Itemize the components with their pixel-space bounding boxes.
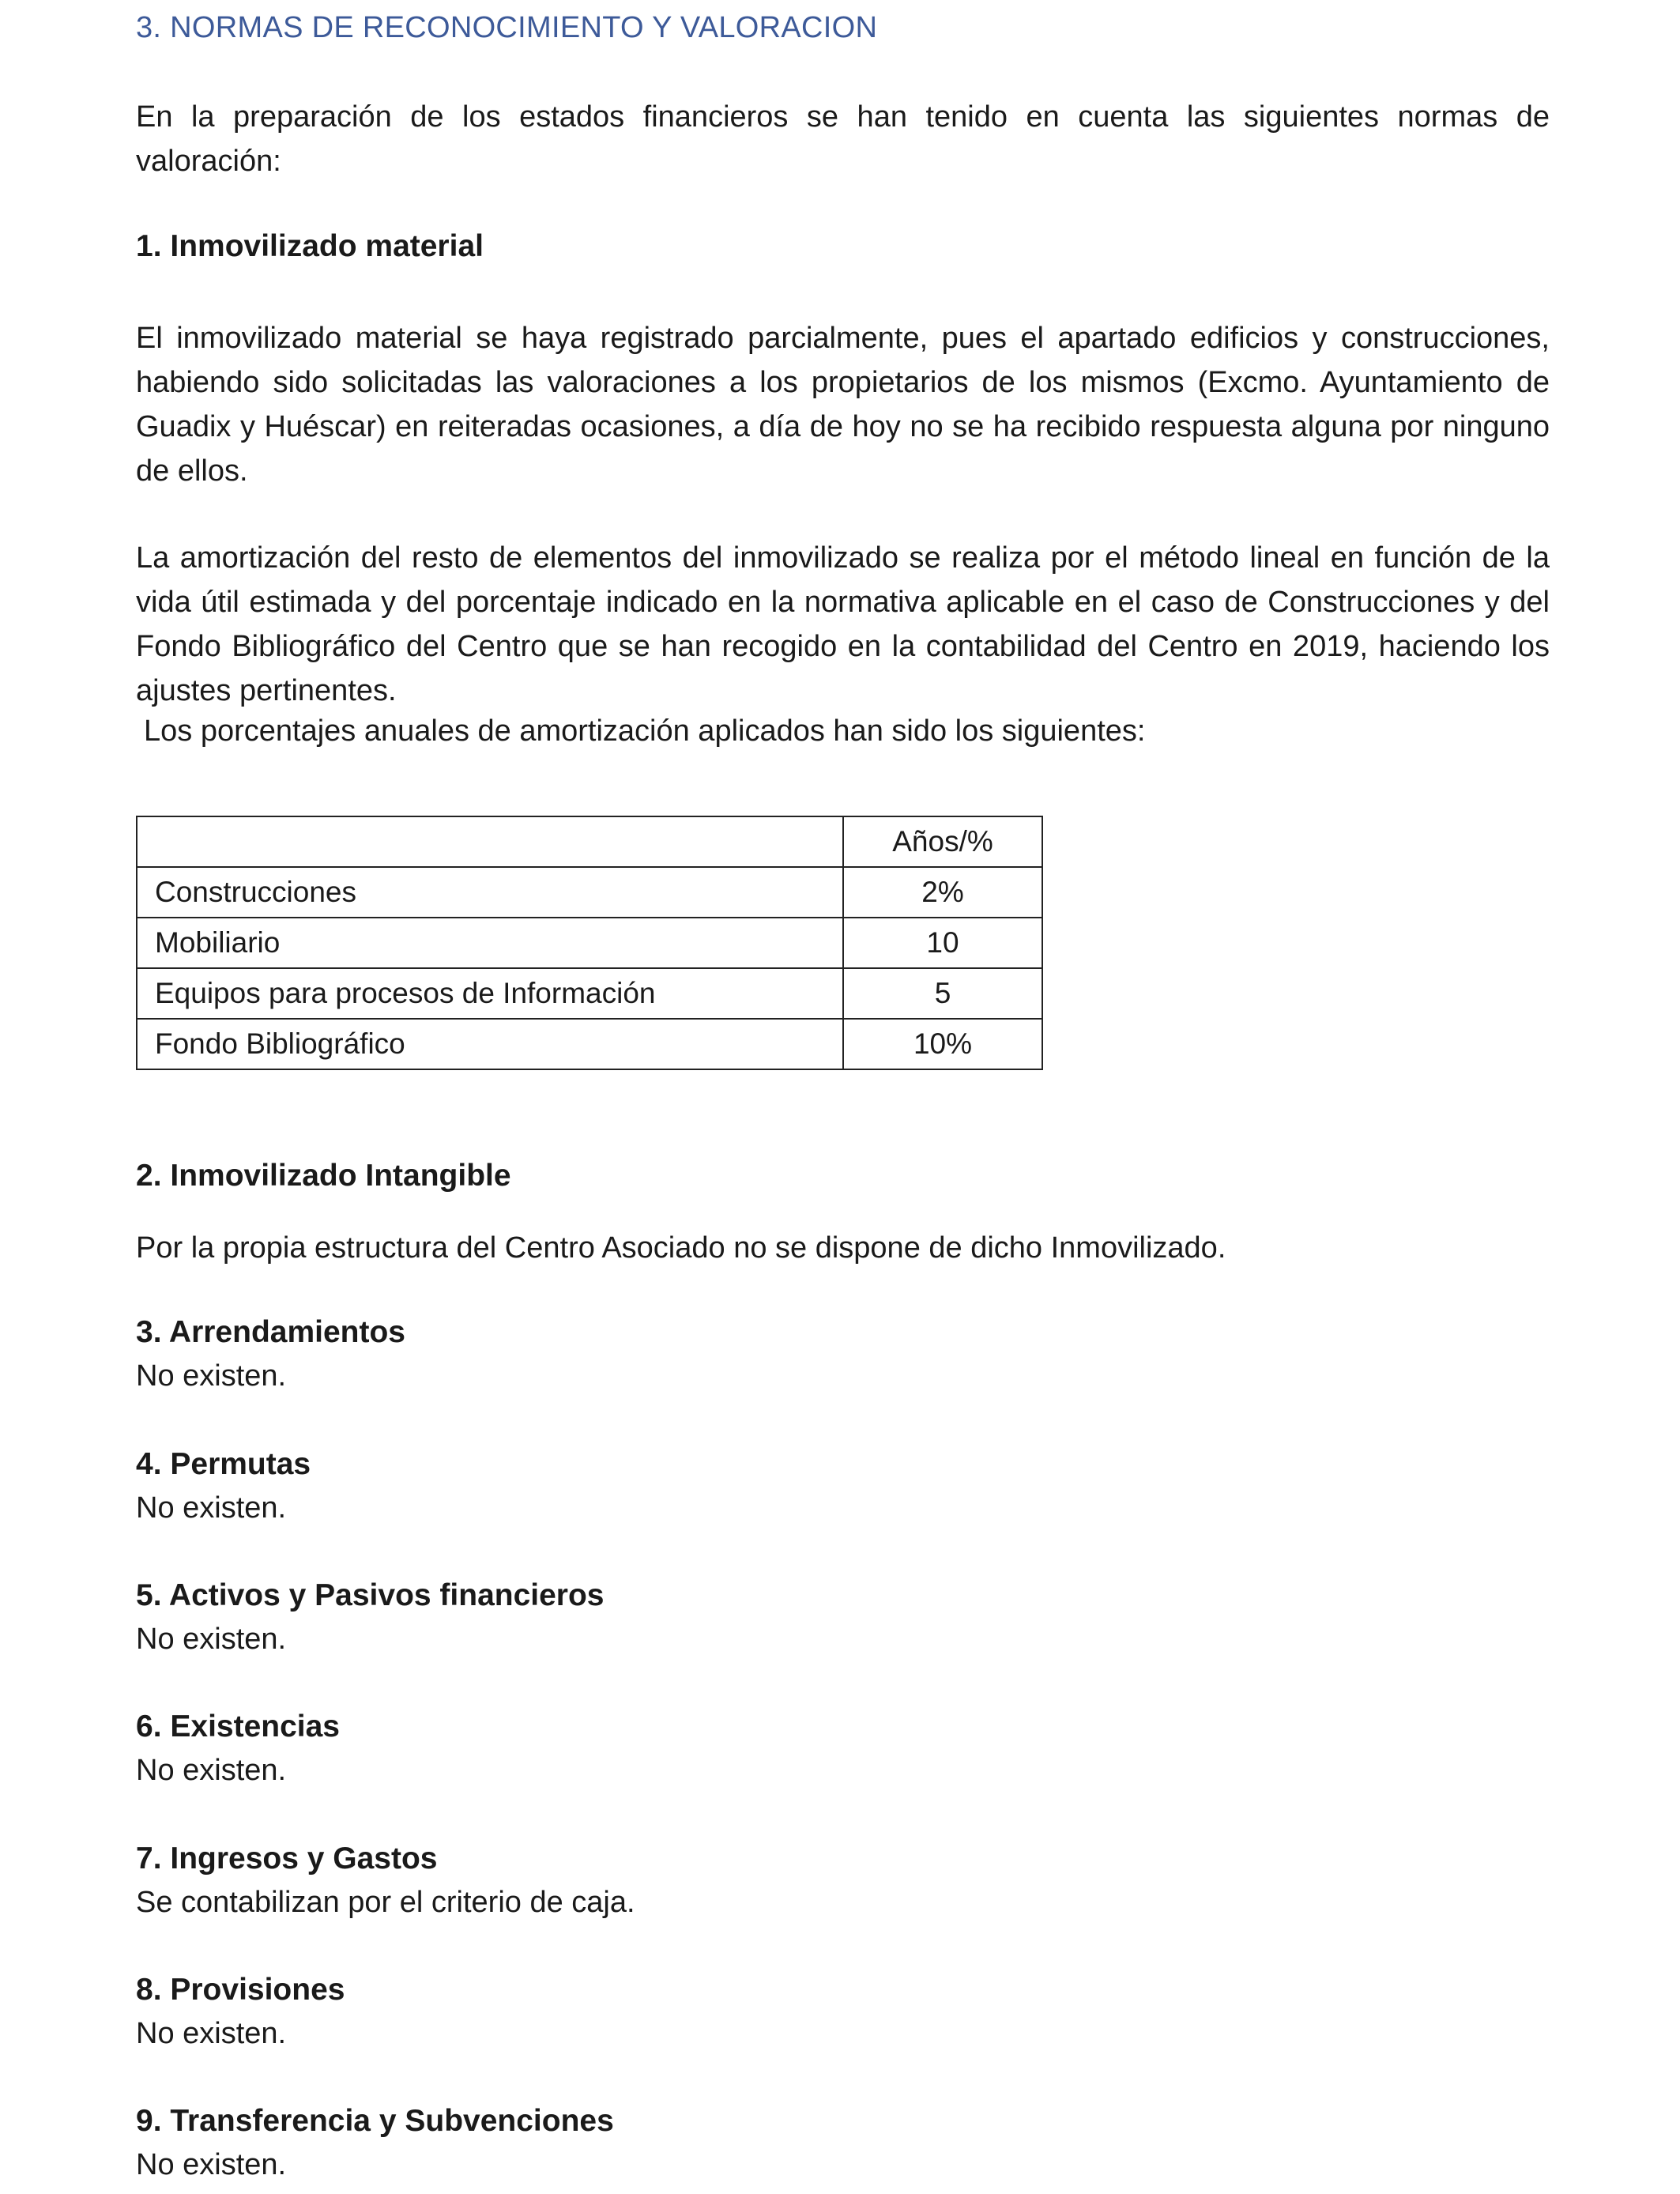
text-permutas: No existen. (136, 1491, 287, 1525)
table-cell-value: 2% (843, 867, 1042, 918)
table-header-cell: Años/% (843, 816, 1042, 867)
table-row (137, 1019, 1042, 1069)
table-row (137, 968, 1042, 1019)
text-provisiones: No existen. (136, 2017, 287, 2050)
heading-transferencia-subvenciones: 9. Transferencia y Subvenciones (136, 2104, 614, 2138)
heading-arrendamientos: 3. Arrendamientos (136, 1315, 405, 1349)
heading-inmovilizado-intangible: 2. Inmovilizado Intangible (136, 1159, 511, 1193)
table-header-row (137, 816, 1042, 867)
paragraph-inmovilizado-material-2: La amortización del resto de elementos del inmovilizado se realiza por el método lineal en función de la vida útil estimada y del porcentaje indicado en la normativa aplicable en el caso de Construcciones y del Fondo Bibliográfico del Centro que se han recogido en la contabilidad del Centro en 2019, haciendo los ajustes pertinentes. (136, 541, 1550, 707)
table-cell-value: 10 (843, 918, 1042, 968)
heading-provisiones: 8. Provisiones (136, 1973, 345, 2007)
heading-existencias: 6. Existencias (136, 1710, 340, 1744)
table-cell-label: Equipos para procesos de Información (137, 968, 843, 1019)
section-title: 3. NORMAS DE RECONOCIMIENTO Y VALORACION (136, 11, 878, 44)
table-cell-label: Fondo Bibliográfico (137, 1019, 843, 1069)
table-row (137, 918, 1042, 968)
text-inmovilizado-intangible: Por la propia estructura del Centro Asociado no se dispone de dicho Inmovilizado. (136, 1231, 1226, 1265)
table-header-cell (137, 816, 843, 867)
text-ingresos-gastos: Se contabilizan por el criterio de caja. (136, 1886, 635, 1919)
table-cell-value: 5 (843, 968, 1042, 1019)
table-cell-label: Mobiliario (137, 918, 843, 968)
heading-inmovilizado-material: 1. Inmovilizado material (136, 229, 484, 263)
paragraph-inmovilizado-material-1: El inmovilizado material se haya registrado parcialmente, pues el apartado edificios y construcciones, habiendo sido solicitadas las valoraciones a los propietarios de los mismos (Excmo. Ayuntamiento de Guadix y Huéscar) en reiteradas ocasiones, a día de hoy no se ha recibido respuesta alguna por ninguno de ellos. (136, 322, 1550, 488)
paragraph-amortization-intro: Los porcentajes anuales de amortización aplicados han sido los siguientes: (144, 714, 1146, 748)
intro-paragraph: En la preparación de los estados financieros se han tenido en cuenta las siguientes normas de valoración: (136, 100, 1550, 178)
text-existencias: No existen. (136, 1754, 287, 1787)
amortization-table (136, 816, 1043, 1070)
text-arrendamientos: No existen. (136, 1359, 287, 1393)
heading-ingresos-gastos: 7. Ingresos y Gastos (136, 1842, 438, 1875)
heading-activos-pasivos: 5. Activos y Pasivos financieros (136, 1578, 605, 1612)
table-row (137, 867, 1042, 918)
text-transferencia-subvenciones: No existen. (136, 2148, 287, 2181)
heading-permutas: 4. Permutas (136, 1447, 311, 1481)
table-cell-value: 10% (843, 1019, 1042, 1069)
text-activos-pasivos: No existen. (136, 1623, 287, 1656)
table-cell-label: Construcciones (137, 867, 843, 918)
